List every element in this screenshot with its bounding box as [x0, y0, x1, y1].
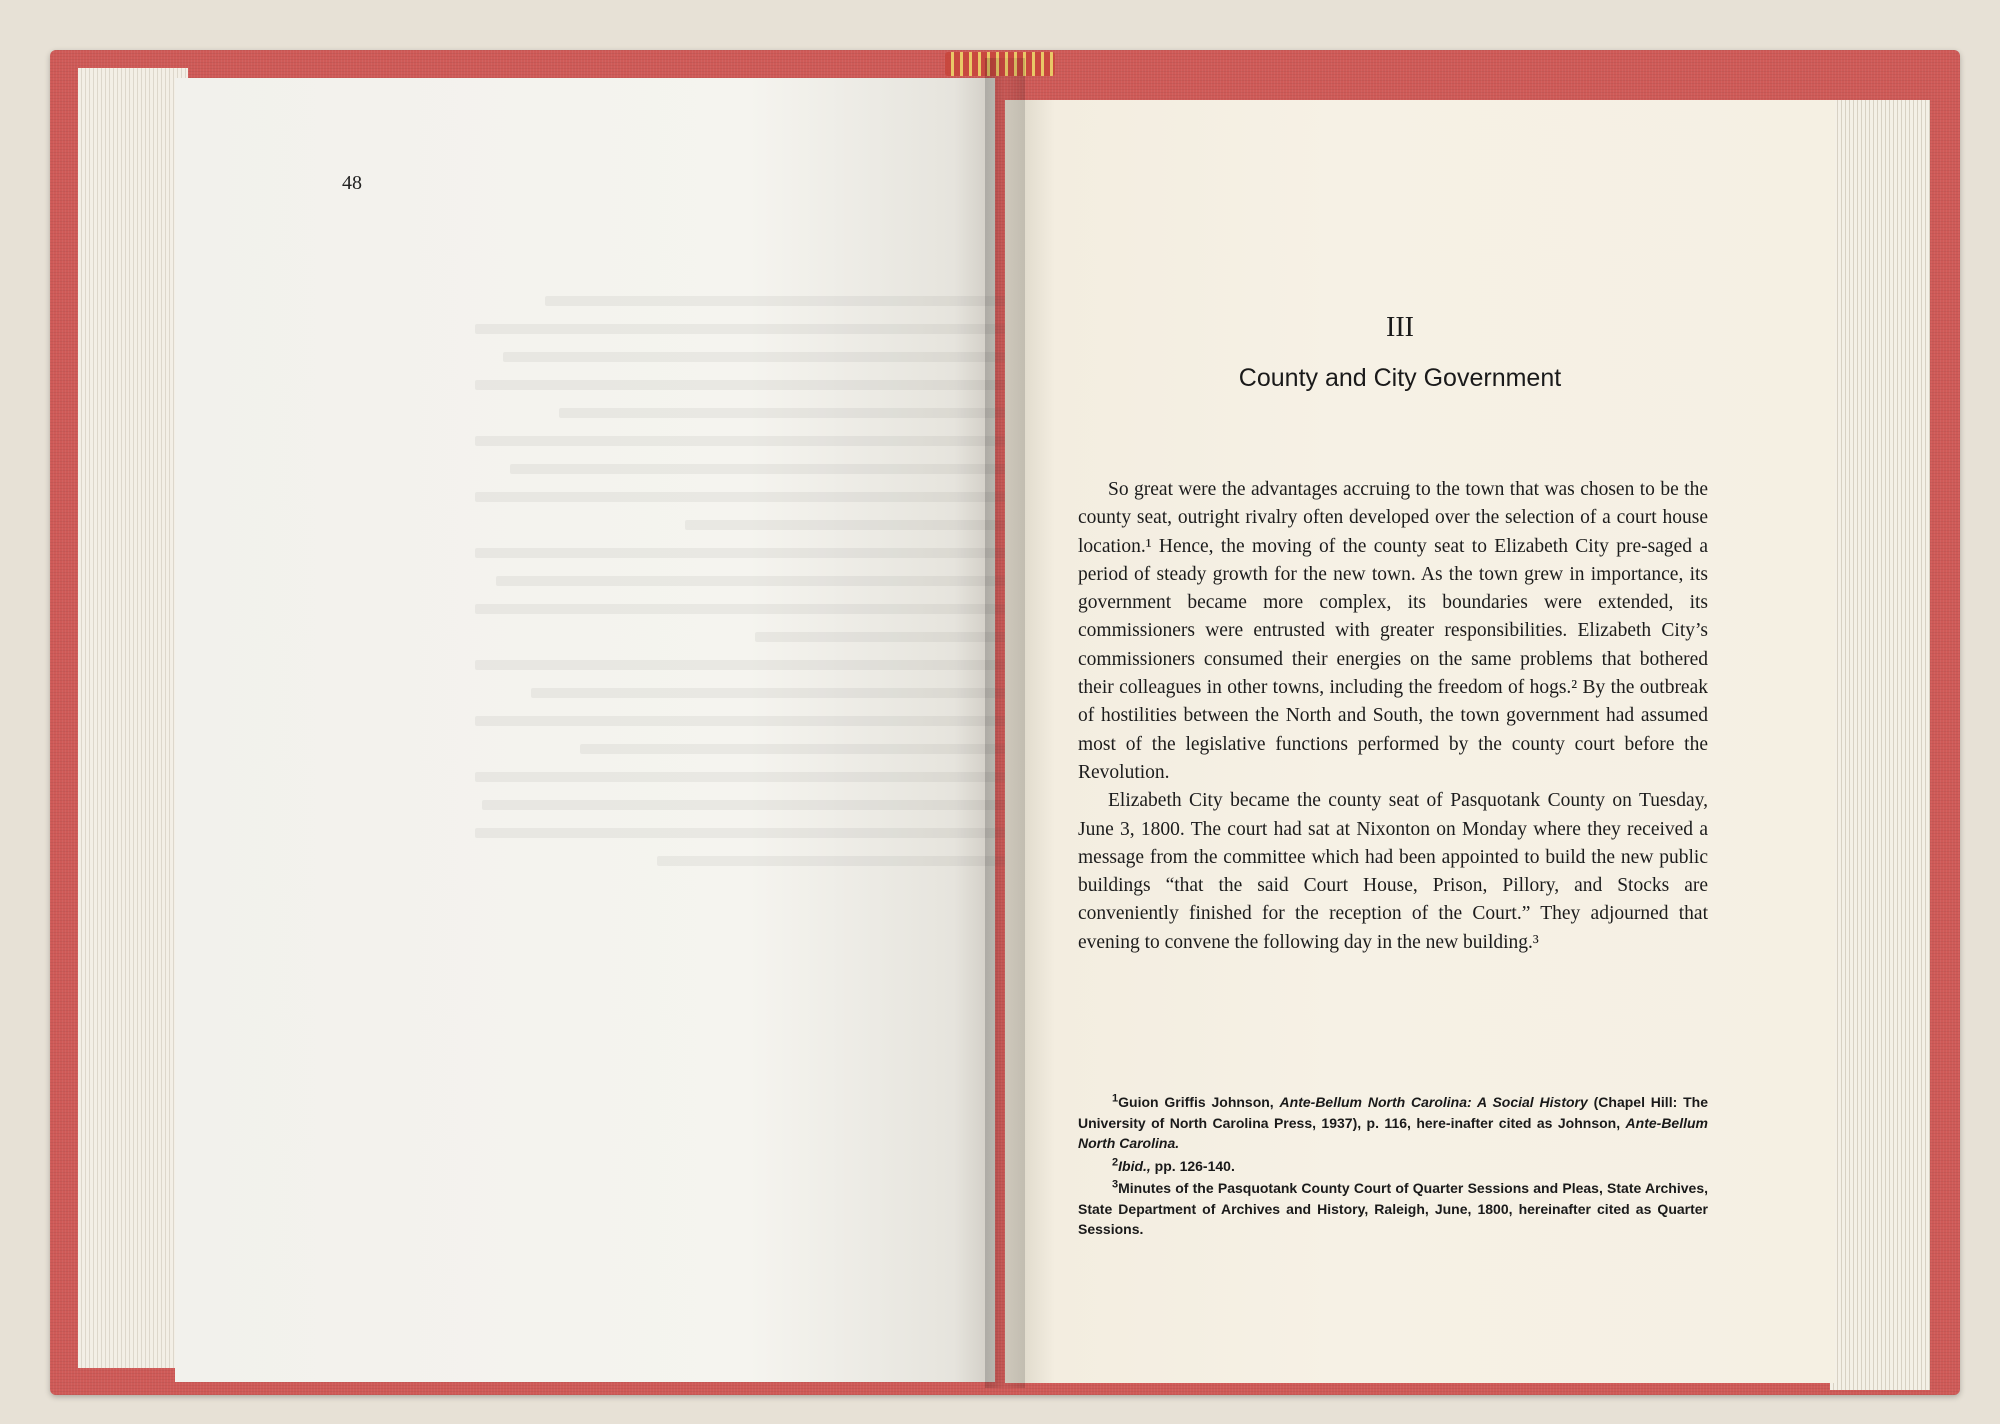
chapter-number: III: [1386, 312, 1414, 343]
footnote-text: Minutes of the Pasquotank County Court of Quarter Sessions and Pleas, State Archives, State Department of Archives and History, Raleigh, June, 1800, hereinafter cited as Quarter Sessions.: [1078, 1180, 1708, 1237]
footnote-1: [1078, 1092, 1708, 1154]
page-number: 48: [342, 172, 362, 194]
page-edges-left: [78, 68, 188, 1368]
page-edges-right: [1830, 100, 1930, 1390]
footnote-mark: 2: [1112, 1155, 1119, 1168]
body-paragraph-1: So great were the advantages accruing to the town that was chosen to be the county seat, outright rivalry often developed over the selection of a court house location.¹ Hence, the moving of the county seat to Elizabeth City pre-saged a period of steady growth for the new town. As the town grew in importance, its government became more complex, its boundaries were extended, its commissioners were entrusted with greater responsibilities. Elizabeth City’s commissioners consumed their energies on the same problems that bothered their colleagues in other towns, including the freedom of hogs.² By the outbreak of hostilities between the North and South, the town government had assumed most of the legislative functions performed by the county court before the Revolution.: [1078, 479, 1708, 783]
footnote-text: Guion Griffis Johnson,: [1118, 1094, 1280, 1110]
footnote-3: [1078, 1178, 1708, 1240]
footnote-ibid: Ibid.,: [1118, 1157, 1151, 1174]
footnote-mark: 1: [1112, 1092, 1119, 1105]
footnote-text-rest: pp. 126-140.: [1150, 1157, 1235, 1174]
book-gutter: [985, 58, 1025, 1388]
footnote-mark: 3: [1112, 1178, 1119, 1191]
body-paragraph-2: Elizabeth City became the county seat of Pasquotank County on Tuesday, June 3, 1800. The court had sat at Nixonton on Monday where they received a message from the committee which had been appointed to build the new public buildings “that the said Court House, Prison, Pillory, and Stocks are conveniently finished for the reception of the Court.” They adjourned that evening to convene the following day in the new building.³: [1078, 790, 1708, 953]
chapter-title: County and City Government: [1238, 364, 1562, 392]
footnotes: [1078, 1092, 1708, 1242]
left-page: [175, 78, 995, 1382]
footnote-2: [1078, 1156, 1708, 1177]
footnote-title-short: Ante-Bellum North Carolina.: [1078, 1114, 1708, 1151]
footnote-text-rest: (Chapel Hill: The University of North Carolina Press, 1937), p. 116, here-inafter cited as Johnson,: [1078, 1094, 1708, 1131]
chapter-body: [1078, 476, 1708, 957]
footnote-title: Ante-Bellum North Carolina: A Social History: [1279, 1094, 1588, 1110]
